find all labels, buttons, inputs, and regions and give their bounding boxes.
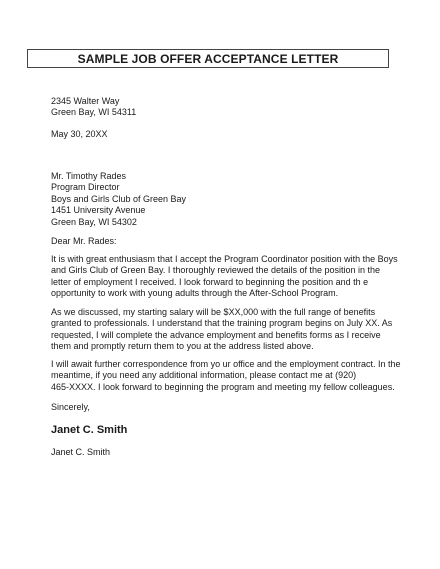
paragraph-2 bbox=[51, 307, 393, 353]
paragraph-line: 465-XXXX. I look forward to beginning the program and meeting my fellow colleagues. bbox=[51, 381, 395, 392]
sender-address-line: 2345 Walter Way bbox=[51, 96, 120, 106]
salutation bbox=[51, 236, 391, 247]
letter-date bbox=[51, 129, 391, 140]
paragraph-line: granted to professionals. I understand that the training program begins on July XX. As bbox=[51, 318, 393, 329]
paragraph-line: It is with great enthusiasm that I accept the Program Coordinator position with the Boys bbox=[51, 254, 398, 264]
date-text: May 30, 20XX bbox=[51, 129, 108, 139]
signature-text: Janet C. Smith bbox=[51, 424, 128, 436]
sender-address bbox=[51, 96, 391, 119]
recipient-line: 1451 University Avenue bbox=[51, 205, 146, 216]
recipient-address bbox=[51, 171, 391, 228]
paragraph-line: I will await further correspondence from yo ur office and the employment contract. In the bbox=[51, 359, 401, 369]
paragraph-line: and Girls Club of Green Bay. I thoroughly reviewed the details of the position in the bbox=[51, 265, 381, 276]
paragraph-1 bbox=[51, 254, 398, 300]
recipient-line: Mr. Timothy Rades bbox=[51, 171, 127, 181]
typed-name-text: Janet C. Smith bbox=[51, 447, 111, 457]
typed-name bbox=[51, 447, 391, 458]
closing-text: Sincerely, bbox=[51, 402, 90, 412]
paragraph-line: opportunity to work with young adults through the After-School Program. bbox=[51, 288, 339, 299]
recipient-line: Boys and Girls Club of Green Bay bbox=[51, 193, 187, 204]
paragraph-3 bbox=[51, 359, 401, 393]
signature bbox=[51, 425, 391, 436]
paragraph-line: them and promptly return them to you at the address listed above. bbox=[51, 341, 314, 352]
paragraph-line: requested, I will complete the advance employment and benefits forms as I receive bbox=[51, 329, 381, 340]
paragraph-line: meantime, if you need any additional information, please contact me at (920) bbox=[51, 370, 357, 381]
salutation-text: Dear Mr. Rades: bbox=[51, 236, 117, 246]
recipient-line: Program Director bbox=[51, 182, 120, 193]
letter-title: SAMPLE JOB OFFER ACCEPTANCE LETTER bbox=[27, 49, 389, 68]
paragraph-line: letter of employment I received. I look forward to beginning the position and th e bbox=[51, 276, 369, 287]
closing bbox=[51, 402, 391, 413]
sender-address-line: Green Bay, WI 54311 bbox=[51, 107, 137, 118]
paragraph-line: As we discussed, my starting salary will be $XX,000 with the full range of benefits bbox=[51, 307, 376, 317]
recipient-line: Green Bay, WI 54302 bbox=[51, 216, 137, 227]
